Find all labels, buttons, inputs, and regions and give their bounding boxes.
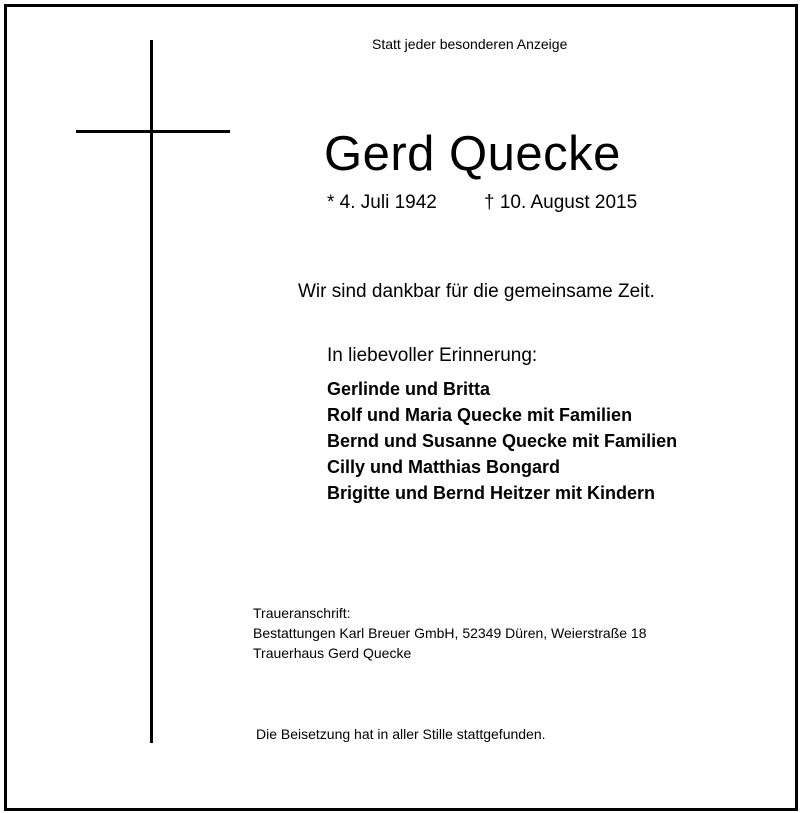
mourning-address (253, 603, 647, 663)
address-line-2: Trauerhaus Gerd Quecke (253, 645, 412, 661)
mourner-entry: Rolf und Maria Quecke mit Familien (327, 405, 633, 425)
cross-vertical-bar (150, 40, 153, 743)
header-note: Statt jeder besonderen Anzeige (372, 36, 568, 52)
motto: Wir sind dankbar für die gemeinsame Zeit. (298, 281, 655, 302)
deceased-name: Gerd Quecke (324, 127, 621, 181)
cross-horizontal-bar (76, 130, 230, 133)
mourner-entry: Gerlinde und Britta (327, 379, 491, 399)
mourners-list (327, 376, 677, 506)
address-label: Traueranschrift: (253, 605, 351, 621)
mourner-entry: Cilly und Matthias Bongard (327, 457, 561, 477)
mourner-entry: Brigitte und Bernd Heitzer mit Kindern (327, 483, 656, 503)
mourner-entry: Bernd und Susanne Quecke mit Familien (327, 431, 678, 451)
remembrance-intro: In liebevoller Erinnerung: (327, 345, 538, 366)
funeral-note: Die Beisetzung hat in aller Stille stattgefunden. (256, 726, 546, 742)
address-line-1: Bestattungen Karl Breuer GmbH, 52349 Düren, Weierstraße 18 (253, 625, 647, 641)
death-date: † 10. August 2015 (484, 192, 638, 213)
birth-date: * 4. Juli 1942 (327, 192, 437, 213)
